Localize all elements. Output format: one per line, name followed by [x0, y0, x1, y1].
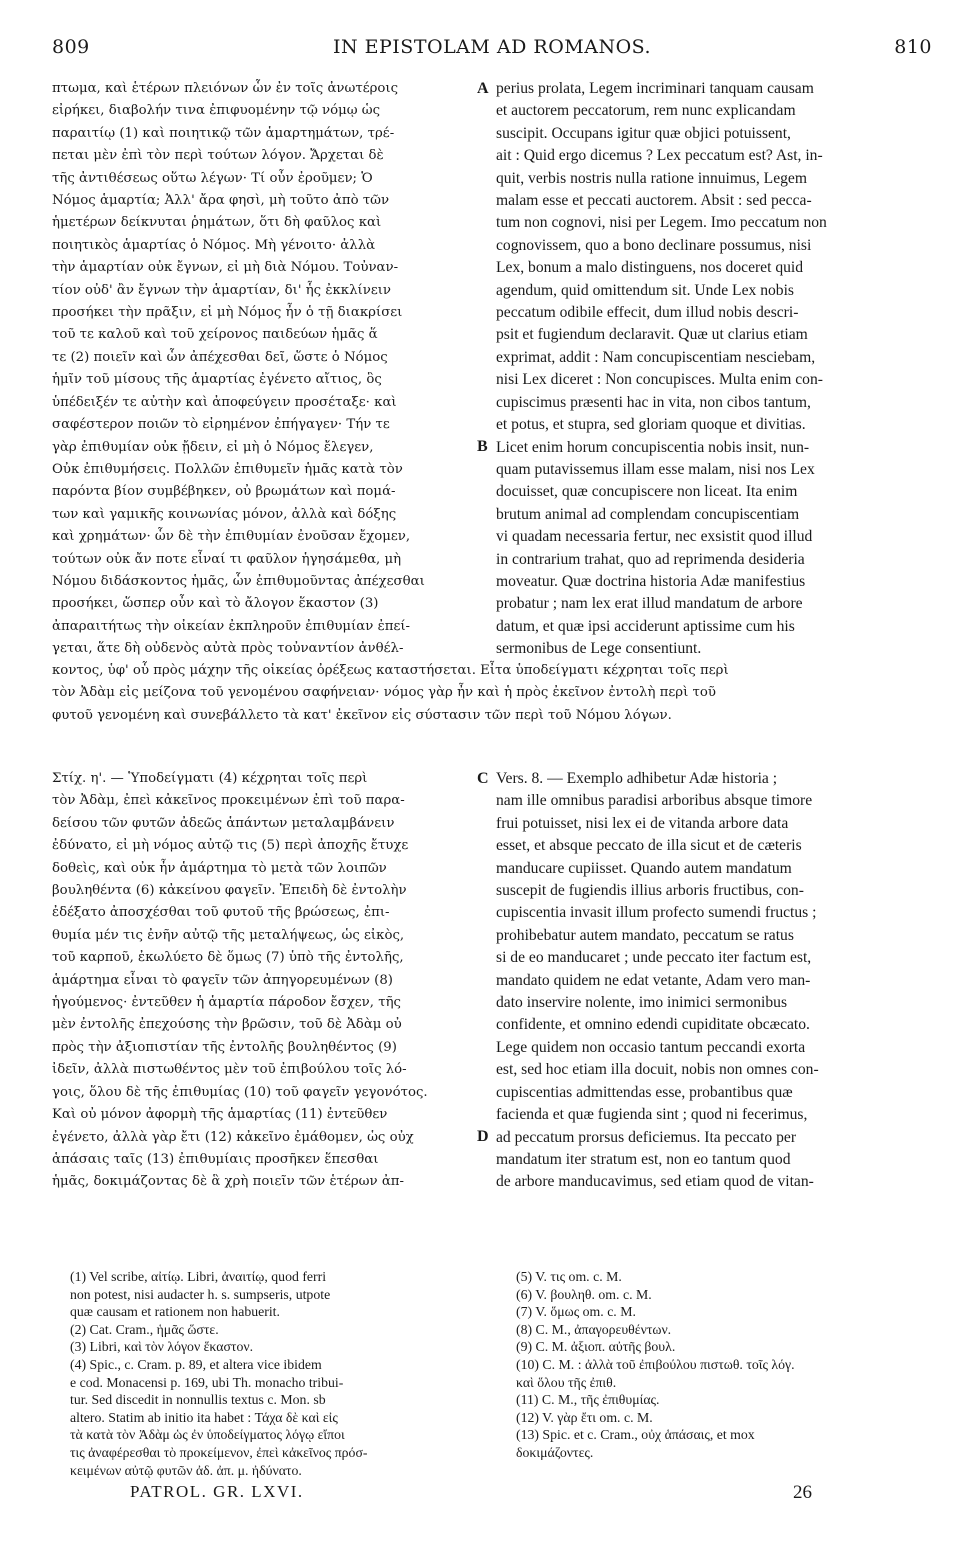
- latin-text-line: in contrarium trahat, quo ad reprimenda desideria: [496, 550, 805, 568]
- latin-text-line: cupiscentia invasit illum profecto sumendi fructus ;: [496, 904, 817, 922]
- greek-text-line: των καὶ γαμικῆς κοινωνίας μόνον, ἀλλὰ καὶ δόξης: [52, 506, 397, 522]
- latin-text-line: psit et fugiendum declaravit. Quæ ut clarius etiam: [496, 326, 808, 344]
- footnote-line: (9) C. M. ἀξιοπ. αὐτῆς βουλ.: [516, 1339, 676, 1355]
- latin-text-line: brutum animal ad complendam concupiscentiam: [496, 505, 800, 523]
- greek-text-line: ἀπαραιτήτως τὴν οἰκείαν ἐκπληροῦν ἐπιθυμίαν ἐπεί-: [52, 618, 411, 634]
- greek-text-line: τε (2) ποιεῖν καὶ ὧν ἀπέχεσθαι δεῖ, ὥστε ὁ Νόμος: [52, 349, 388, 365]
- footnote-line: (10) C. M. : ἀλλὰ τοῦ ἐπιβούλου πιστωθ. τοῖς λόγ.: [516, 1356, 795, 1372]
- footnote-line: (6) V. βουληθ. om. c. M.: [516, 1286, 652, 1302]
- section-marker-c: C: [477, 770, 489, 787]
- latin-text-line: suscepit de fugiendis illius arboris fructibus, con-: [496, 882, 804, 900]
- latin-text-line: docuisset, quæ concupiscere non liceat. Ita enim: [496, 483, 798, 501]
- latin-text-line: de arbore manducavimus, sed etiam quod de vitan-: [496, 1173, 814, 1191]
- greek-text-line: ὑπέδειξέν τε αὐτὴν καὶ ἀποφεύγειν προσέταξε· καὶ: [52, 394, 397, 410]
- greek-text-line: τὴν ἁμαρτίαν οὐκ ἔγνων, εἰ μὴ διὰ Νόμου. Τοὐναν-: [52, 260, 399, 276]
- greek-text-line: Νόμου διδάσκοντος ἡμᾶς, ὧν ἐπιθυμοῦντας ἀπέχεσθαι: [52, 573, 425, 589]
- footnote-line: τις ἀναφέρεσθαι τὸ προκείμενον, ἐπεὶ κἀκεῖνος πρόσ-: [70, 1444, 368, 1460]
- greek-full-width: [52, 660, 932, 727]
- latin-text-line: Lege quidem non occasio tantum peccandi exorta: [496, 1038, 806, 1056]
- latin-text-line: mandato quidem ne edat vetante, Adam vero man-: [496, 971, 811, 989]
- greek-text-line: γοις, ὅλου δὲ τῆς ἐπιθυμίας (10) τοῦ φαγεῖν γεγονότος.: [52, 1084, 428, 1100]
- latin-text-line: ad peccatum prorsus deficiemus. Ita peccato per: [496, 1128, 797, 1146]
- latin-text-line: manducare cupiisset. Quando autem mandatum: [496, 859, 792, 877]
- greek-column-bottom: [52, 768, 472, 1194]
- latin-text-line: Licet enim horum concupiscentia nobis insit, nun-: [496, 438, 810, 456]
- latin-text-line: perius prolata, Legem incriminari tanquam causam: [496, 80, 814, 97]
- greek-text-line: πτωμα, καὶ ἑτέρων πλειόνων ὧν ἐν τοῖς ἀνωτέροις: [52, 81, 399, 96]
- greek-text-line: παραιτίῳ (1) καὶ ποιητικῷ τῶν ἁμαρτημάτων, τρέ-: [52, 125, 395, 141]
- greek-text-line: τούτων οὐκ ἄν ποτε εἶναί τι φαῦλον ἡγησάμεθα, μὴ: [52, 551, 402, 567]
- greek-text-line: ἁμάρτημα εἶναι τὸ φαγεῖν τῶν ἀπηγορευμένων (8): [52, 972, 393, 988]
- greek-text-line: Καὶ οὐ μόνον ἀφορμὴ τῆς ἁμαρτίας (11) ἐντεῦθεν: [52, 1107, 388, 1123]
- greek-text-line: τίον οὐδ' ἂν ἔγνων τὴν ἁμαρτίαν, δι' ἧς ἐκκλίνειν: [52, 282, 392, 298]
- page-number: 26: [793, 1482, 812, 1503]
- greek-text-line: ἡμᾶς, δοκιμάζοντας δὲ ἃ χρὴ ποιεῖν τῶν ἑτέρων ἀπ-: [52, 1174, 405, 1190]
- volume-signature: PATROL. GR. LXVI.: [130, 1482, 304, 1501]
- running-title: IN EPISTOLAM AD ROMANOS.: [332, 36, 652, 58]
- section-marker-b: B: [477, 438, 488, 455]
- latin-text-line: et auctorem peccatorum, rem nunc explicandam: [496, 102, 796, 120]
- greek-text-line: ἡγούμενος· ἐντεῦθεν ἡ ἁμαρτία πάροδον ἔσχεν, τῆς: [52, 995, 401, 1011]
- footnote-line: τὰ κατὰ τὸν Ἀδὰμ ὡς ἐν ὑποδείγματος λόγῳ εἴποι: [70, 1427, 345, 1443]
- latin-text-line: datum, et quæ ipsi acciderunt aptissime cum his: [496, 617, 795, 635]
- latin-text-line: Vers. 8. — Exemplo adhibetur Adæ historia ;: [496, 770, 778, 787]
- greek-text-line: ἡμετέρων δείκνυται ῥημάτων, ὅτι δὴ φαῦλος καὶ: [52, 215, 382, 231]
- latin-text-line: si de eo manducaret ; unde peccato iter factum est,: [496, 949, 812, 967]
- latin-text-line: frui potuisset, nisi lex ei de vitanda arbore data: [496, 814, 789, 832]
- greek-text-line: κοντος, ὑφ' οὗ πρὸς μάχην τῆς οἰκείας ὀρέξεως καταστήσεται. Εἶτα ὑποδείγματι κέχρηται τοῖς περὶ: [52, 663, 729, 678]
- greek-column-top: [52, 78, 472, 661]
- latin-text-line: esset, et absque peccato de illa sicut et de cæteris: [496, 837, 802, 855]
- footnote-line: (5) V. τις om. c. M.: [516, 1269, 622, 1284]
- greek-text-line: ἐδέξατο ἀποσχέσθαι τοῦ φυτοῦ τῆς βρώσεως, ἐπι-: [52, 905, 390, 921]
- greek-text-line: προσήκει, ὥσπερ οὖν καὶ τὸ ἄλογον ἕκαστον (3): [52, 596, 379, 612]
- section-marker-d: D: [477, 1128, 489, 1145]
- latin-text-line: est, sed hoc etiam illa docuit, nobis non omnes con-: [496, 1061, 819, 1079]
- greek-text-line: παρόντα βίον συμβέβηκεν, οὐ βρωμάτων καὶ πομά-: [52, 484, 396, 500]
- latin-text-line: moveatur. Quæ doctrina historia Adæ manifestius: [496, 572, 806, 590]
- greek-text-line: τοῦ τε καλοῦ καὶ τοῦ χείρονος παιδεύων ἡμᾶς ἅ: [52, 327, 378, 343]
- footnote-line: altero. Statim ab initio ita habet : Τάχα δὲ καὶ εἰς: [70, 1409, 338, 1425]
- latin-text-line: dato inservire nolente, imo inimici sermonibus: [496, 994, 788, 1012]
- greek-text-line: εἰρήκει, διαβολήν τινα ἐπιφυομένην τῷ νόμῳ ὡς: [52, 103, 381, 119]
- footnote-line: quæ causam et rationem non habuerit.: [70, 1304, 280, 1320]
- latin-text-line: mandatum iter stratum est, non eo tantum quod: [496, 1150, 791, 1168]
- greek-text-line: προσήκει τὴν πρᾶξιν, εἰ μὴ Νόμος ἦν ὁ τῇ διακρίσει: [52, 305, 403, 321]
- greek-text-line: τὸν Ἀδὰμ εἰς μείζονα τοῦ γενομένου σαφήνειαν· νόμος γὰρ ἦν καὶ ἡ πρὸς ἐκεῖνον ἐντολὴ περὶ τοῦ: [52, 685, 717, 701]
- greek-text-line: θυμία μέν τις ἐνῆν αὐτῷ τῆς μεταλήψεως, ὡς εἰκὸς,: [52, 927, 405, 943]
- latin-text-line: probatur ; nam lex erat illud mandatum de arbore: [496, 595, 803, 613]
- footnote-line: καὶ ὅλου τῆς ἐπιθ.: [516, 1374, 617, 1390]
- greek-text-line: Νόμος ἁμαρτία; Ἀλλ' ἄρα φησὶ, μὴ τοῦτο ἀπὸ τῶν: [52, 193, 390, 209]
- latin-column-top: [496, 78, 934, 661]
- latin-text-line: facienda et quæ fugienda sint ; quod ni fecerimus,: [496, 1106, 808, 1124]
- footnote-line: (11) C. M., τῆς ἐπιθυμίας.: [516, 1392, 660, 1408]
- running-header: [52, 36, 932, 62]
- footnote-line: (1) Vel scribe, αἰτίῳ. Libri, ἀναιτίῳ, quod ferri: [70, 1269, 327, 1284]
- greek-text-line: ἐδύνατο, εἰ μὴ νόμος αὐτῷ τις (5) περὶ ἀποχῆς ἔτυχε: [52, 838, 409, 854]
- greek-text-line: ἐγένετο, ἀλλὰ γὰρ ἔτι (12) κἀκεῖνο ἐμάθομεν, ὡς οὐχ: [52, 1129, 414, 1145]
- footnote-line: (12) V. γὰρ ἔτι om. c. M.: [516, 1409, 653, 1425]
- latin-text-line: peccatum odibile effecit, dum illud nobis descri-: [496, 304, 799, 322]
- greek-text-line: γεται, ἅτε δὴ οὐδενὸς αὐτὰ πρὸς τοὐναντίον ἀνθέλ-: [52, 641, 404, 657]
- greek-text-line: δοθεὶς, καὶ οὐκ ἦν ἁμάρτημα τὸ μετὰ τῶν λοιπῶν: [52, 860, 387, 876]
- latin-text-line: malam esse et peccati auctorem. Absit : sed pecca-: [496, 192, 812, 210]
- greek-text-line: πρὸς τὴν ἀξιοπιστίαν τῆς ἐντολῆς βουληθέντος (9): [52, 1039, 397, 1055]
- greek-text-line: ἁπάσαις ταῖς (13) ἐπιθυμίαις προσῆκεν ἕπεσθαι: [52, 1151, 379, 1167]
- greek-text-line: φυτοῦ γενομένη καὶ συνεβάλλετο τὰ κατ' ἐκεῖνον εἰς σύστασιν τῶν περὶ τοῦ Νόμου λόγων.: [52, 707, 672, 723]
- greek-text-line: Οὐκ ἐπιθυμήσεις. Πολλῶν ἐπιθυμεῖν ἡμᾶς κατὰ τὸν: [52, 461, 403, 477]
- latin-text-line: nam ille omnibus paradisi arboribus absque timore: [496, 792, 813, 810]
- latin-text-line: agendum, quid omittendum sit. Unde Lex nobis: [496, 281, 794, 299]
- column-number-left: 809: [52, 36, 90, 58]
- footnote-line: (4) Spic., c. Cram. p. 89, et altera vice ibidem: [70, 1356, 322, 1372]
- footnote-line: (8) C. M., ἀπαγορευθέντων.: [516, 1321, 672, 1337]
- latin-text-line: cupiscentias admittendas esse, probantibus quæ: [496, 1083, 793, 1101]
- latin-text-line: ait : Quid ergo dicemus ? Lex peccatum est? Ast, in-: [496, 147, 823, 165]
- footnote-line: e cod. Monacensi p. 169, ubi Th. monacho tribui-: [70, 1374, 344, 1390]
- greek-text-line: βουληθέντα (6) κἀκείνου φαγεῖν. Ἐπειδὴ δὲ ἐντολὴν: [52, 883, 407, 899]
- greek-text-line: τὸν Ἀδὰμ, ἐπεὶ κἀκεῖνος προκειμένων ἐπὶ τοῦ παρα-: [52, 793, 405, 809]
- greek-text-line: Στίχ. η'. — Ὑποδείγματι (4) κέχρηται τοῖς περὶ: [52, 771, 368, 786]
- latin-text-line: nisi Lex diceret : Non concupisces. Multa enim con-: [496, 371, 823, 389]
- latin-text-line: prohibebatur autem mandato, peccatum se ratus: [496, 926, 794, 944]
- column-number-right: 810: [894, 36, 932, 58]
- section-marker-a: A: [477, 80, 489, 97]
- greek-text-line: γὰρ ἐπιθυμίαν οὐκ ᾔδειν, εἰ μὴ ὁ Νόμος ἔλεγεν,: [52, 439, 374, 455]
- latin-text-line: cupiscimus præsenti hac in vita, non cibos tantum,: [496, 393, 811, 411]
- latin-text-line: confidente, et omnino edendi cupiditate obcæcato.: [496, 1016, 810, 1034]
- latin-text-line: quit, verbis nostris nulla ratione innuimus, Legem: [496, 169, 807, 187]
- footnote-line: δοκιμάζοντες.: [516, 1444, 594, 1460]
- greek-text-line: σαφέστερον ποιῶν τὸ εἰρημένον ἐπήγαγεν· Τήν τε: [52, 417, 390, 433]
- latin-text-line: tum non cognovi, nisi per Legem. Imo peccatum non: [496, 214, 827, 232]
- greek-text-line: καὶ χρημάτων· ὧν δὲ τὴν ἐπιθυμίαν ἐνοῦσαν ἔχομεν,: [52, 529, 411, 545]
- greek-text-line: ἰδεῖν, ἀλλὰ πιστωθέντος μὲν τοῦ ἐπιβούλου τοῖς λό-: [52, 1062, 407, 1078]
- greek-text-line: τοῦ καρποῦ, ἐκωλύετο δὲ ὅμως (7) ὑπὸ τῆς ἐντολῆς,: [52, 950, 404, 966]
- footnote-line: tur. Sed discedit in nonnullis textus c. Mon. sb: [70, 1392, 326, 1408]
- footnote-line: (7) V. ὅμως om. c. M.: [516, 1304, 636, 1320]
- latin-text-line: quam putavissemus illam esse malam, nisi nos Lex: [496, 460, 815, 478]
- latin-text-line: et potus, et stupra, sed gloriam quoque et divitias.: [496, 416, 806, 434]
- footnote-line: non potest, nisi audacter h. s. sumpseris, utpote: [70, 1286, 331, 1302]
- greek-text-line: μὲν ἐντολῆς ἐπεχούσης τὴν βρῶσιν, τοῦ δὲ Ἀδὰμ οὐ: [52, 1017, 402, 1033]
- latin-text-line: cognovissem, quo a bono declinare possumus, nisi: [496, 236, 812, 254]
- latin-text-line: vi quadam necessaria fertur, nec exsistit quod illud: [496, 528, 813, 546]
- latin-text-line: exprimat, addit : Nam concupiscentiam nesciebam,: [496, 348, 816, 366]
- latin-text-line: Lex, bonum a malo distinguens, nos doceret quid: [496, 259, 804, 277]
- footnote-line: (2) Cat. Cram., ἡμᾶς ὥστε.: [70, 1321, 219, 1337]
- footnote-line: κειμένων αὐτῷ φυτῶν ἀδ. ἀπ. μ. ἠδύνατο.: [70, 1462, 302, 1478]
- greek-text-line: ἡμῖν τοῦ μίσους τῆς ἁμαρτίας ἐγένετο αἴτιος, ὃς: [52, 372, 382, 388]
- footnotes-right: [516, 1268, 936, 1462]
- footnote-line: (13) Spic. et c. Cram., οὐχ ἁπάσαις, et mox: [516, 1427, 755, 1443]
- greek-text-line: πεται μὲν ἐπὶ τὸν περὶ τούτων λόγον. Ἄρχεται δὲ: [52, 148, 384, 164]
- greek-text-line: δείσου τῶν φυτῶν ἀδεῶς ἁπάντων μεταλαμβάνειν: [52, 815, 395, 831]
- greek-text-line: ποιητικὸς ἁμαρτίας ὁ Νόμος. Μὴ γένοιτο· ἀλλὰ: [52, 237, 376, 253]
- footnotes-left: [70, 1268, 480, 1479]
- greek-text-line: τῆς ἀντιθέσεως οὕτω λέγων· Τί οὖν ἐροῦμεν; Ὁ: [52, 170, 373, 186]
- latin-text-line: suscipit. Occupans igitur quæ objici potuissent,: [496, 124, 791, 142]
- latin-text-line: sermonibus de Lege consentiunt.: [496, 640, 702, 658]
- latin-column-bottom: [496, 768, 934, 1194]
- footnote-line: (3) Libri, καὶ τὸν λόγον ἕκαστον.: [70, 1339, 254, 1355]
